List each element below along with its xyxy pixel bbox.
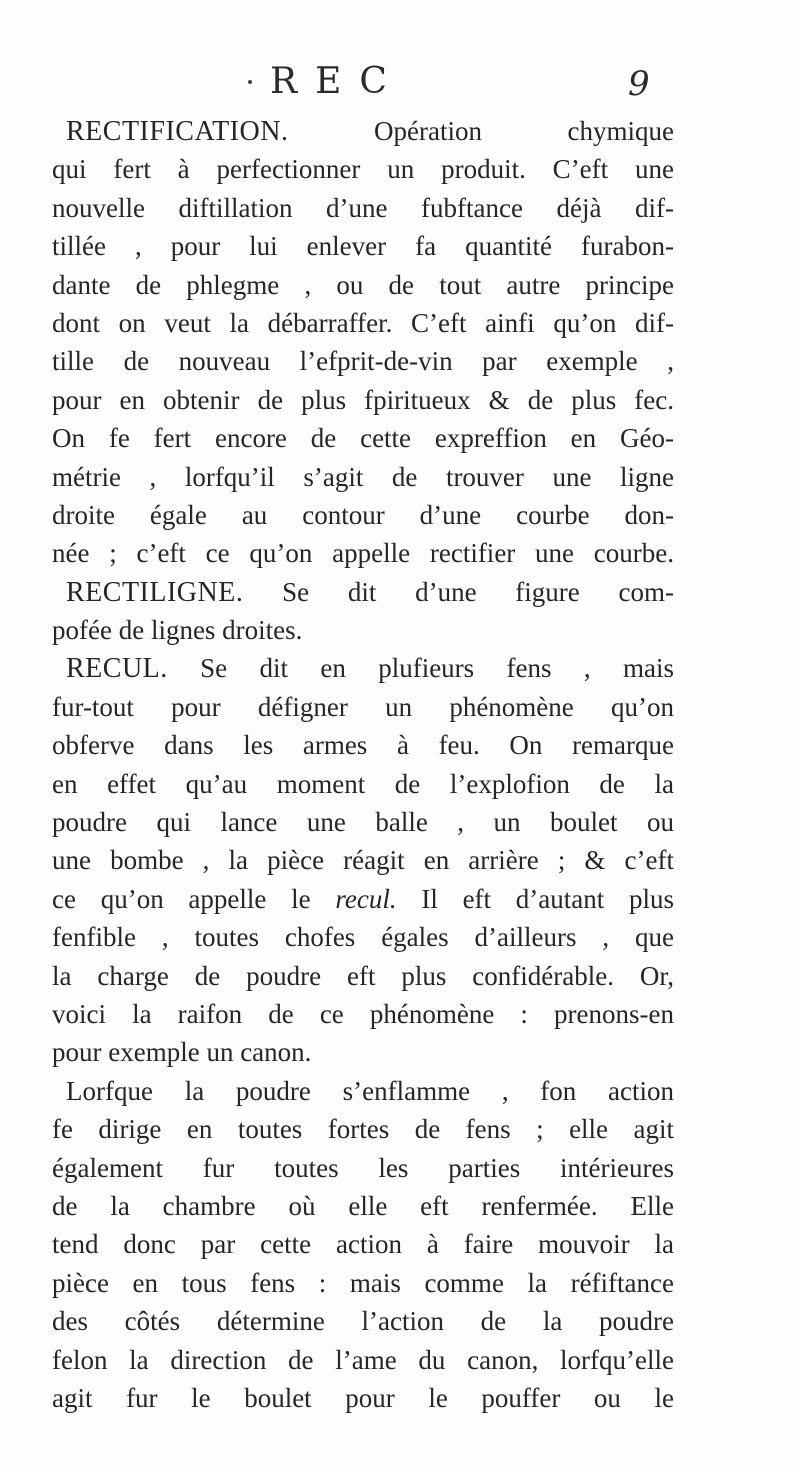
text-line — [52, 1187, 674, 1225]
entry-headword: RECTIFICATION. — [66, 116, 289, 147]
line-text: tille de nouveau l’efprit-de-vin par exemple , — [52, 346, 674, 377]
text-line — [52, 342, 674, 380]
line-text: une bombe , la pièce réagit en arrière ; & c’eft — [52, 845, 674, 876]
italic-term: recul. — [335, 883, 397, 914]
running-head-word: REC — [270, 61, 405, 102]
text-line — [52, 1225, 674, 1263]
line-text: pour exemple un canon. — [52, 1037, 312, 1068]
running-head — [0, 58, 800, 106]
text-line — [52, 1379, 674, 1417]
text-line — [52, 419, 674, 457]
line-text: la charge de poudre eft plus confidérable. Or, — [52, 960, 674, 991]
text-line — [52, 189, 674, 227]
line-text: Opération chymique — [288, 116, 674, 146]
text-line — [52, 688, 674, 726]
line-text: fur-tout pour défigner un phénomène qu’on — [52, 691, 674, 722]
entry-headword: RECUL. — [66, 653, 168, 685]
text-line — [52, 534, 674, 572]
body-text — [52, 112, 674, 1417]
text-line — [52, 573, 674, 611]
text-line — [52, 112, 674, 150]
text-line — [52, 1341, 674, 1379]
line-text: poudre qui lance une balle , un boulet ou — [52, 807, 674, 838]
line-text: felon la direction de l’ame du canon, lorfqu’elle — [52, 1344, 674, 1375]
line-text: fe dirige en toutes fortes de fens ; elle agit — [52, 1114, 674, 1145]
line-text: dont on veut la débarraffer. C’eft ainfi qu’on dif- — [52, 307, 674, 338]
text-line — [52, 1033, 674, 1071]
line-text: également fur toutes les parties intérieures — [52, 1152, 674, 1183]
text-line — [52, 266, 674, 304]
text-line — [52, 458, 674, 496]
entry-headword: RECTILIGNE. — [66, 576, 244, 608]
text-line — [52, 227, 674, 265]
line-text: pofée de lignes droites. — [52, 615, 303, 646]
line-text: agit fur le boulet pour le pouffer ou le — [52, 1382, 674, 1413]
line-text: droite égale au contour d’une courbe don- — [52, 499, 674, 530]
text-line — [52, 150, 674, 188]
line-text: fenfible , toutes chofes égales d’ailleurs , que — [52, 922, 674, 953]
page-number: 9 — [628, 64, 650, 104]
head-dot — [248, 80, 252, 84]
line-text-after: Il eft d’autant plus — [396, 883, 674, 914]
line-text: On fe fert encore de cette expreffion en Géo- — [52, 423, 674, 454]
text-line — [52, 957, 674, 995]
text-line — [52, 841, 674, 879]
line-text: Se dit en plufieurs fens , mais — [167, 653, 674, 684]
line-text: tend donc par cette action à faire mouvoir la — [52, 1229, 674, 1260]
line-text: voici la raifon de ce phénomène : prenons-en — [52, 998, 674, 1029]
line-text: nouvelle diftillation d’une fubftance déjà dif- — [52, 192, 674, 223]
line-text: pièce en tous fens : mais comme la réfiftance — [52, 1267, 674, 1298]
text-line — [52, 1149, 674, 1187]
line-text: de la chambre où elle eft renfermée. Elle — [52, 1190, 674, 1221]
text-line — [52, 381, 674, 419]
text-line — [52, 880, 674, 918]
text-line — [52, 649, 674, 687]
text-line — [52, 918, 674, 956]
text-line — [52, 304, 674, 342]
line-text: ce qu’on appelle le — [52, 883, 336, 914]
line-text: dante de phlegme , ou de tout autre principe — [52, 269, 674, 300]
line-text: obferve dans les armes à feu. On remarque — [52, 730, 674, 761]
text-line — [52, 803, 674, 841]
line-text: pour en obtenir de plus fpiritueux & de plus fec. — [52, 384, 674, 415]
line-text: métrie , lorfqu’il s’agit de trouver une ligne — [52, 461, 674, 492]
text-line — [52, 1302, 674, 1340]
text-line — [52, 995, 674, 1033]
line-text: des côtés détermine l’action de la poudre — [52, 1306, 674, 1337]
line-text: en effet qu’au moment de l’explofion de la — [52, 768, 674, 799]
line-text: Lorfque la poudre s’enflamme , fon action — [66, 1075, 674, 1106]
text-line — [52, 611, 674, 649]
text-line — [52, 1264, 674, 1302]
line-text: qui fert à perfectionner un produit. C’eft une — [52, 154, 674, 185]
text-line — [52, 726, 674, 764]
line-text: Se dit d’une figure com- — [243, 576, 674, 607]
line-text: tillée , pour lui enlever fa quantité furabon- — [52, 231, 674, 262]
line-text: née ; c’eft ce qu’on appelle rectifier une courbe. — [52, 538, 674, 569]
text-line — [52, 1110, 674, 1148]
text-line — [52, 1072, 674, 1110]
text-line — [52, 496, 674, 534]
text-line — [52, 765, 674, 803]
